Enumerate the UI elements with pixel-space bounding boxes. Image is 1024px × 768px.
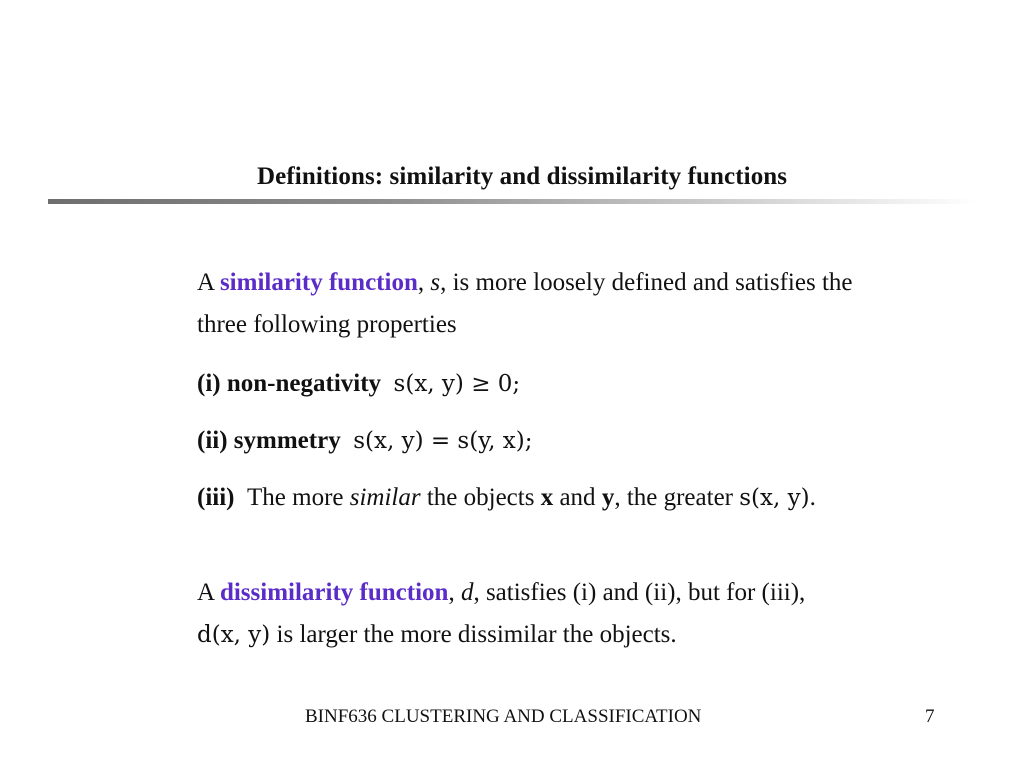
dissimilarity-line-2-rest: is larger the more dissimilar the objects.: [270, 621, 677, 648]
property-iii-text-mid1: the objects: [420, 484, 541, 511]
similarity-definition-line-2: three following properties: [197, 311, 457, 338]
page-number: 7: [925, 706, 935, 727]
dissimilarity-function-term: dissimilarity function: [219, 579, 449, 606]
property-iii-label: (iii): [197, 484, 235, 511]
property-i-label: (i): [197, 370, 221, 397]
similarity-function-term: similarity function: [219, 269, 418, 296]
property-ii: [197, 420, 957, 462]
slide-title: Definitions: similarity and dissimilarity functions: [257, 163, 788, 190]
similarity-intro-rest: , is more loosely defined and satisfies the: [440, 269, 853, 296]
property-ii-formula: s(x, y) = s(y, x);: [353, 428, 533, 454]
property-i-formula: s(x, y) ≥ 0;: [393, 371, 521, 397]
property-iii-text-mid3: , the greater: [614, 484, 740, 511]
property-iii: [197, 477, 957, 519]
similarity-intro-prefix: A: [197, 269, 220, 296]
footer-course-title: BINF636 CLUSTERING AND CLASSIFICATION: [305, 706, 702, 727]
property-i-name: non-negativity: [226, 370, 382, 397]
title-divider: [48, 199, 978, 204]
property-iii-text-end: .: [809, 484, 816, 511]
property-iii-emphasis: similar: [349, 484, 421, 511]
property-iii-text-mid2: and: [553, 484, 602, 511]
property-iii-text-before: The more: [247, 484, 350, 511]
dissimilarity-definition-line-1: [197, 572, 957, 614]
similarity-sep: ,: [417, 269, 431, 296]
similarity-symbol: s: [430, 269, 441, 296]
dissimilarity-symbol: d: [460, 579, 474, 606]
property-ii-label: (ii): [197, 427, 228, 454]
dissimilarity-sep: ,: [448, 579, 461, 606]
dissimilarity-intro-rest: , satisfies (i) and (ii), but for (iii),: [473, 579, 806, 606]
dissimilarity-definition-line-2: [197, 614, 957, 656]
property-iii-var-y: y: [601, 484, 615, 511]
dissimilarity-formula: d(x, y): [197, 622, 271, 648]
similarity-definition-line-1: [197, 262, 957, 304]
property-iii-formula: s(x, y): [739, 485, 810, 511]
dissimilarity-intro-prefix: A: [197, 579, 220, 606]
property-ii-name: symmetry: [233, 427, 341, 454]
property-iii-var-x: x: [540, 484, 554, 511]
slide-body: [197, 262, 957, 656]
property-i: [197, 363, 957, 405]
